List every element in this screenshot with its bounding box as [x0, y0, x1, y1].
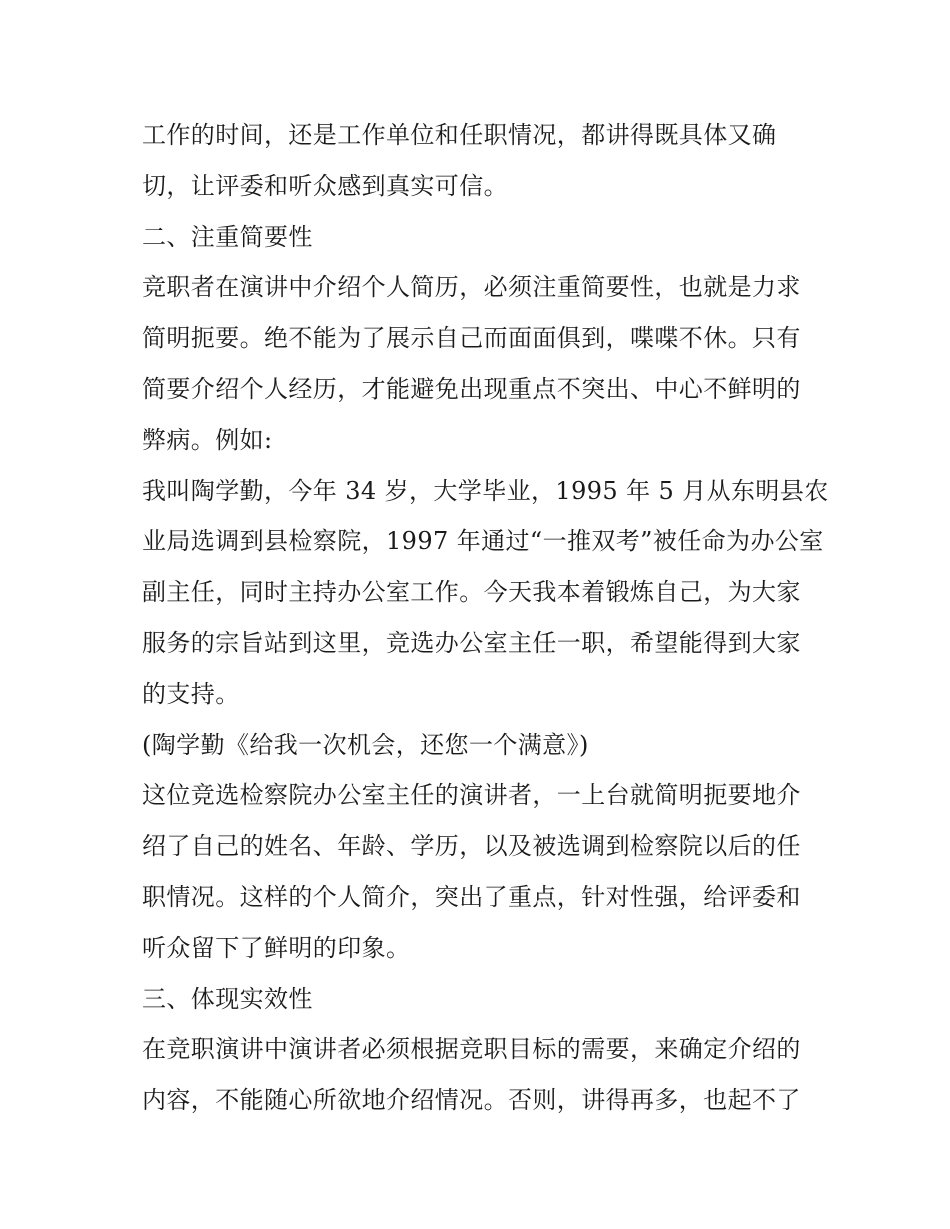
text-line: 在竞职演讲中演讲者必须根据竞职目标的需要，来确定介绍的: [142, 1035, 801, 1064]
text-line: 我叫陶学勤，今年 34 岁，大学毕业，1995 年 5 月从东明县农: [142, 476, 829, 505]
text-line: 的支持。: [142, 679, 240, 708]
text-line: 竞职者在演讲中介绍个人简历，必须注重简要性，也就是力求: [142, 273, 801, 302]
text-line: 这位竞选检察院办公室主任的演讲者，一上台就简明扼要地介: [142, 781, 801, 810]
text-line: 简明扼要。绝不能为了展示自己而面面俱到，喋喋不休。只有: [142, 324, 801, 353]
citation-line: (陶学勤《给我一次机会，还您一个满意》): [142, 730, 589, 759]
text-line: 弊病。例如:: [142, 425, 273, 454]
section-heading: 二、注重简要性: [142, 222, 313, 251]
text-line: 绍了自己的姓名、年龄、学历，以及被选调到检察院以后的任: [142, 832, 801, 861]
text-line: 听众留下了鲜明的印象。: [142, 933, 411, 962]
text-line: 简要介绍个人经历，才能避免出现重点不突出、中心不鲜明的: [142, 374, 801, 403]
body-text: [142, 110, 829, 1126]
text-line: 工作的时间，还是工作单位和任职情况，都讲得既具体又确: [142, 121, 777, 149]
text-line: 副主任，同时主持办公室工作。今天我本着锻炼自己，为大家: [142, 578, 801, 607]
text-line: 服务的宗旨站到这里，竞选办公室主任一职，希望能得到大家: [142, 628, 801, 657]
text-line: 业局选调到县检察院，1997 年通过“一推双考”被任命为办公室: [142, 527, 824, 556]
text-line: 内容，不能随心所欲地介绍情况。否则，讲得再多，也起不了: [142, 1086, 801, 1115]
text-line: 职情况。这样的个人简介，突出了重点，针对性强，给评委和: [142, 882, 801, 911]
section-heading: 三、体现实效性: [142, 984, 313, 1013]
text-line: 切，让评委和听众感到真实可信。: [142, 171, 508, 200]
